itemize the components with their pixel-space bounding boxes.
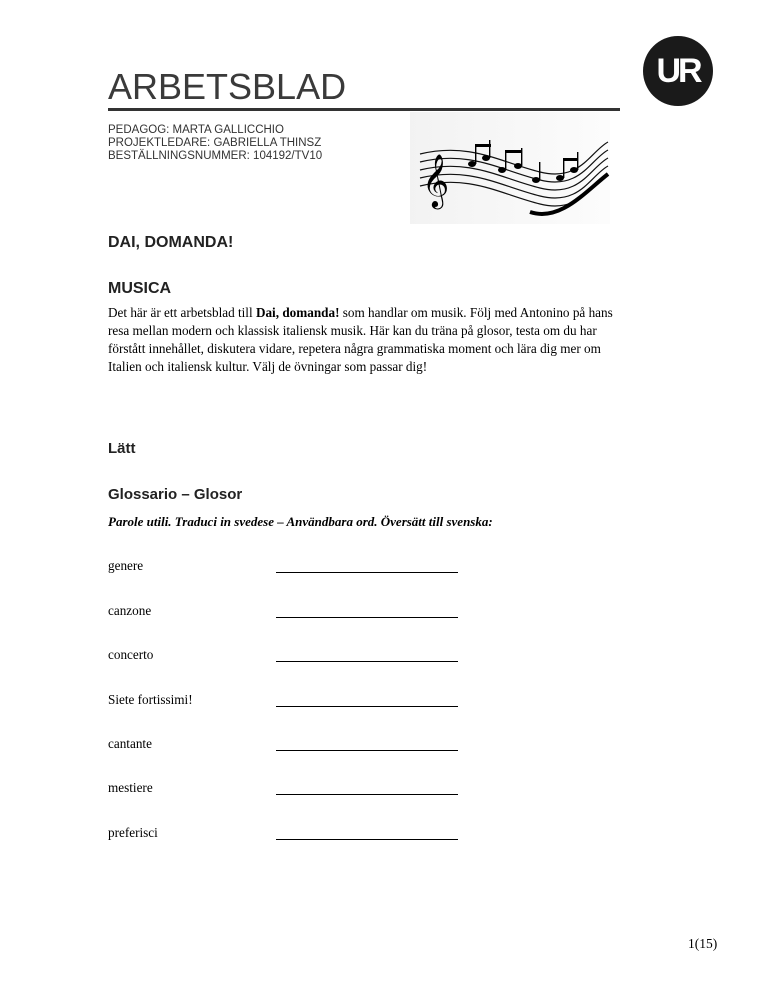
glossary-row (108, 558, 468, 578)
glossary-word: genere (108, 558, 144, 573)
answer-line[interactable] (276, 706, 458, 707)
page-number: 1(15) (688, 936, 718, 951)
answer-line[interactable] (276, 839, 458, 840)
page-title: ARBETSBLAD (108, 66, 347, 107)
glossary-word: Siete fortissimi! (108, 692, 193, 707)
credits-block (108, 124, 322, 163)
title-divider (108, 108, 620, 111)
glossary-row (108, 825, 468, 845)
credit-bestallningsnummer: BESTÄLLNINGSNUMMER: 104192/TV10 (108, 150, 323, 162)
glossary-word: mestiere (108, 780, 153, 795)
show-heading: DAI, DOMANDA! (108, 234, 234, 251)
ur-logo (643, 36, 713, 106)
glossary-word: cantante (108, 736, 152, 751)
answer-line[interactable] (276, 661, 458, 662)
answer-line[interactable] (276, 617, 458, 618)
glossary-instruction: Parole utili. Traduci in svedese – Användbara ord. Översätt till svenska: (108, 514, 493, 529)
glossary-word: preferisci (108, 825, 158, 840)
glossary-row (108, 780, 468, 800)
topic-heading: MUSICA (108, 280, 172, 297)
answer-line[interactable] (276, 794, 458, 795)
answer-line[interactable] (276, 572, 458, 573)
level-heading: Lätt (108, 440, 136, 457)
credit-projektledare: PROJEKTLEDARE: GABRIELLA THINSZ (108, 137, 322, 149)
answer-line[interactable] (276, 750, 458, 751)
glossary-row (108, 647, 468, 667)
glossary-word: concerto (108, 647, 154, 662)
glossary-row (108, 736, 468, 756)
credit-pedagog: PEDAGOG: MARTA GALLICCHIO (108, 124, 284, 136)
glossary-heading: Glossario – Glosor (108, 486, 243, 503)
intro-show-name: Dai, domanda! (255, 305, 340, 320)
svg-text:𝄞: 𝄞 (422, 153, 450, 207)
intro-text-before: Det här är ett arbetsblad till (108, 305, 256, 320)
glossary-row (108, 692, 468, 712)
logo-text: UR (656, 51, 700, 90)
music-notes-illustration (410, 112, 610, 224)
intro-text-after: som handlar om musik. Följ med Antonino på hans resa mellan modern och klassisk italiensk musik. Här kan du träna på glosor, testa om du har förstått innehållet, diskutera vidare, repetera några grammatiska moment och lära dig mer om Italien och italiensk kultur. Välj de övningar som passar dig! (108, 305, 613, 374)
glossary-row (108, 603, 468, 623)
glossary-word: canzone (108, 603, 152, 618)
intro-paragraph (108, 304, 628, 376)
